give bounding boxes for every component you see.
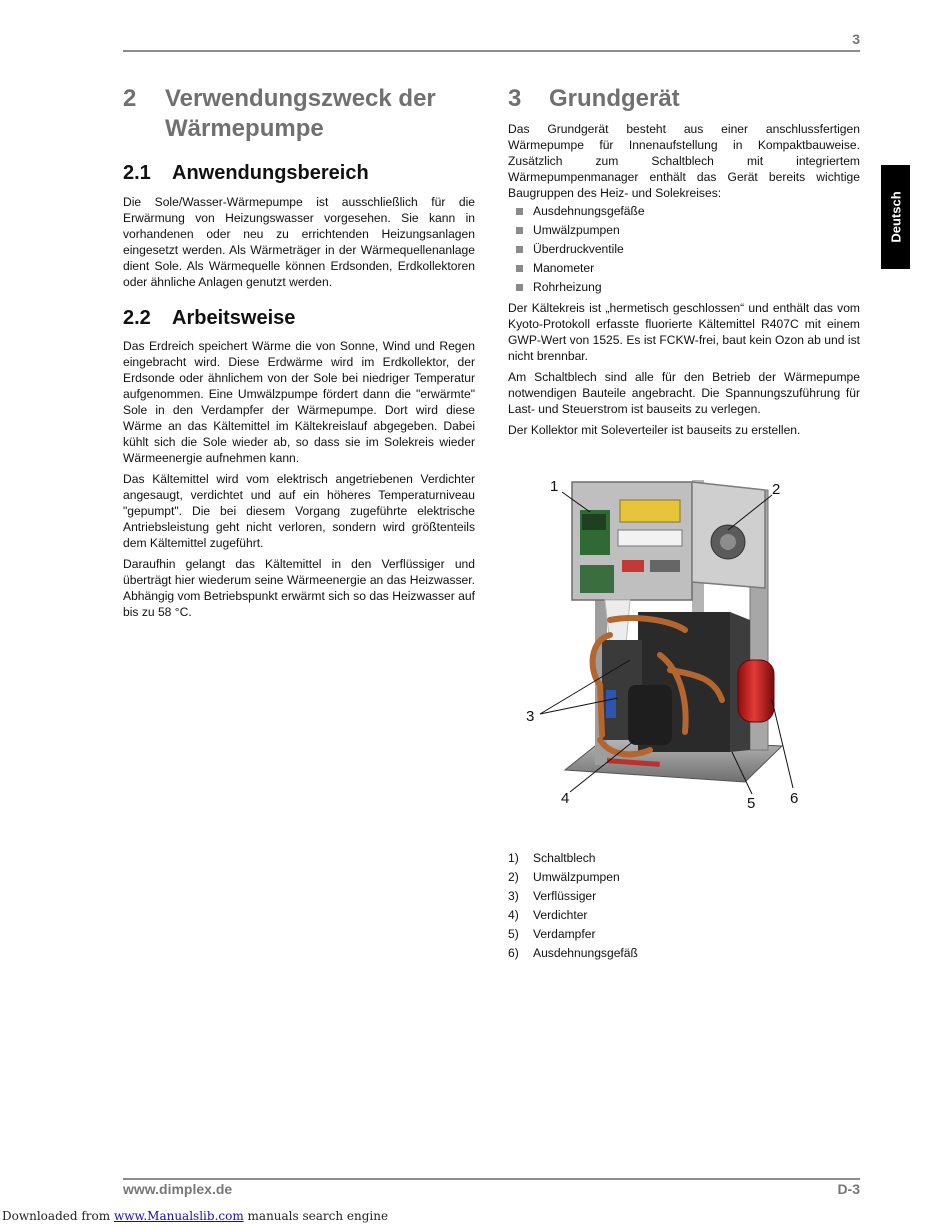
download-notice bbox=[2, 1209, 388, 1223]
callout-1: 1 bbox=[550, 478, 559, 495]
section-2-2-paragraph-1: Das Erdreich speichert Wärme die von Sonne, Wind und Regen eingebracht wird. Diese Erdwärme wird im Erdkollektor, der Erdsonde oder ähnlichem von der Sole bei niedriger Temperatur aufgenommen. Eine Umwälzpumpe fördert dann die "erwärmte" Sole in den Verdampfer der Wärmepumpe. Dort wird diese Wärme an das Kältemittel im Kältekreislauf abgegeben. Dabei kühlt sich die Sole wieder ab, so dass sie im Solekreis wieder Wärmeenergie aufnehmen kann. bbox=[123, 339, 475, 465]
list-item: Rohrheizung bbox=[508, 278, 860, 297]
callout-2: 2 bbox=[772, 481, 781, 498]
section-2-1-text: Die Sole/Wasser-Wärmepumpe ist ausschließlich für die Erwärmung von Heizungswasser vorgesehen. Sie kann in vorhandenen oder neu zu errichtenden Heizungsanlagen eingesetzt werden. Als Wärmeträger in der Wärmequellenanlage dient Sole. Als Wärmequelle können Erdsonden, Erdkollektoren oder ähnliche Anlagen genutzt werden. bbox=[123, 195, 475, 289]
download-prefix: Downloaded from bbox=[2, 1209, 111, 1223]
header-rule bbox=[123, 50, 860, 52]
bullet-square-icon bbox=[516, 265, 523, 272]
section-2-1-number: 2.1 bbox=[123, 162, 151, 184]
bullet-square-icon bbox=[516, 284, 523, 291]
list-item: 4) Verdichter bbox=[508, 908, 588, 922]
section-2-title-line2: Wärmepumpe bbox=[165, 115, 324, 142]
section-3-paragraph-4: Der Kollektor mit Soleverteiler ist bauseits zu erstellen. bbox=[508, 423, 801, 437]
footer-page-code: D-3 bbox=[837, 1181, 860, 1197]
section-2-2-heading bbox=[123, 305, 475, 331]
footer-rule bbox=[123, 1178, 860, 1180]
bullet-square-icon bbox=[516, 227, 523, 234]
page-number: 3 bbox=[852, 31, 860, 47]
list-item: Umwälzpumpen bbox=[508, 221, 860, 240]
heat-pump-figure bbox=[510, 470, 820, 820]
section-3-paragraph-3: Am Schaltblech sind alle für den Betrieb der Wärmepumpe notwendigen Bauteile angebracht. Die Spannungszuführung für Last- und Steuerstrom ist bauseits zu verlegen. bbox=[508, 370, 860, 416]
footer-website: www.dimplex.de bbox=[123, 1181, 233, 1197]
section-3-paragraph-2: Der Kältekreis ist „hermetisch geschlossen“ und enthält das vom Kyoto-Protokoll erfasste fluorierte Kältemittel R407C mit einem GWP-Wert von 1525. Es ist FCKW-frei, baut kein Ozon ab und ist nicht brennbar. bbox=[508, 301, 860, 363]
section-3-number: 3 bbox=[508, 85, 522, 112]
list-item: 5) Verdampfer bbox=[508, 927, 596, 941]
section-2-2-paragraph-3: Daraufhin gelangt das Kältemittel in den Verflüssiger und überträgt hier wiederum seine Wärmeenergie an das Heizwasser. Abhängig vom Betriebspunkt erwärmt sich so das Heizwasser auf bis zu 58 °C. bbox=[123, 557, 475, 619]
callout-5: 5 bbox=[747, 795, 756, 812]
expansion-tank bbox=[738, 660, 774, 722]
compressor bbox=[628, 685, 672, 745]
list-item: 3) Verflüssiger bbox=[508, 889, 597, 903]
manualslib-link[interactable]: www.Manualslib.com bbox=[113, 1209, 244, 1223]
section-2-2-paragraph-2: Das Kältemittel wird vom elektrisch angetriebenen Verdichter angesaugt, verdichtet und auf ein höheres Temperaturniveau "gepumpt". Die bei diesem Vorgang zugeführte elektrische Antriebsleistung geht nicht verloren, sondern wird größtenteils dem Kältemittel zugeführt. bbox=[123, 472, 475, 550]
list-item: 6) Ausdehnungsgefäß bbox=[508, 946, 638, 960]
bullet-square-icon bbox=[516, 246, 523, 253]
callout-6: 6 bbox=[790, 790, 799, 807]
section-2-1-title: Anwendungsbereich bbox=[172, 162, 369, 184]
section-2-number: 2 bbox=[123, 85, 137, 112]
section-2-title-line1: Verwendungszweck der bbox=[165, 85, 436, 112]
language-tab bbox=[881, 165, 910, 269]
section-3-intro: Das Grundgerät besteht aus einer anschlussfertigen Wärmepumpe für Innenaufstellung in Kompaktbauweise. Zusätzlich zum Schaltblech mit integriertem Wärmepumpenmanager enthält das Gerät bereits wichtige Baugruppen des Heiz- und Solekreises: bbox=[508, 122, 860, 200]
section-2-2-title: Arbeitsweise bbox=[172, 307, 296, 329]
list-item: Manometer bbox=[508, 259, 860, 278]
section-2-1-heading bbox=[123, 160, 475, 186]
section-2-heading bbox=[123, 84, 483, 146]
language-tab-label: Deutsch bbox=[888, 191, 903, 243]
component-bullet-list bbox=[508, 202, 860, 297]
bullet-square-icon bbox=[516, 208, 523, 215]
figure-legend bbox=[508, 849, 860, 963]
download-suffix: manuals search engine bbox=[247, 1209, 389, 1223]
list-item: 1) Schaltblech bbox=[508, 851, 596, 865]
section-2-2-number: 2.2 bbox=[123, 307, 151, 329]
section-3-heading bbox=[508, 84, 860, 114]
list-item: Überdruckventile bbox=[508, 240, 860, 259]
callout-3: 3 bbox=[526, 708, 535, 725]
section-3-title: Grundgerät bbox=[549, 85, 680, 112]
list-item: 2) Umwälzpumpen bbox=[508, 870, 620, 884]
list-item: Ausdehnungsgefäße bbox=[508, 202, 860, 221]
callout-4: 4 bbox=[561, 790, 570, 807]
